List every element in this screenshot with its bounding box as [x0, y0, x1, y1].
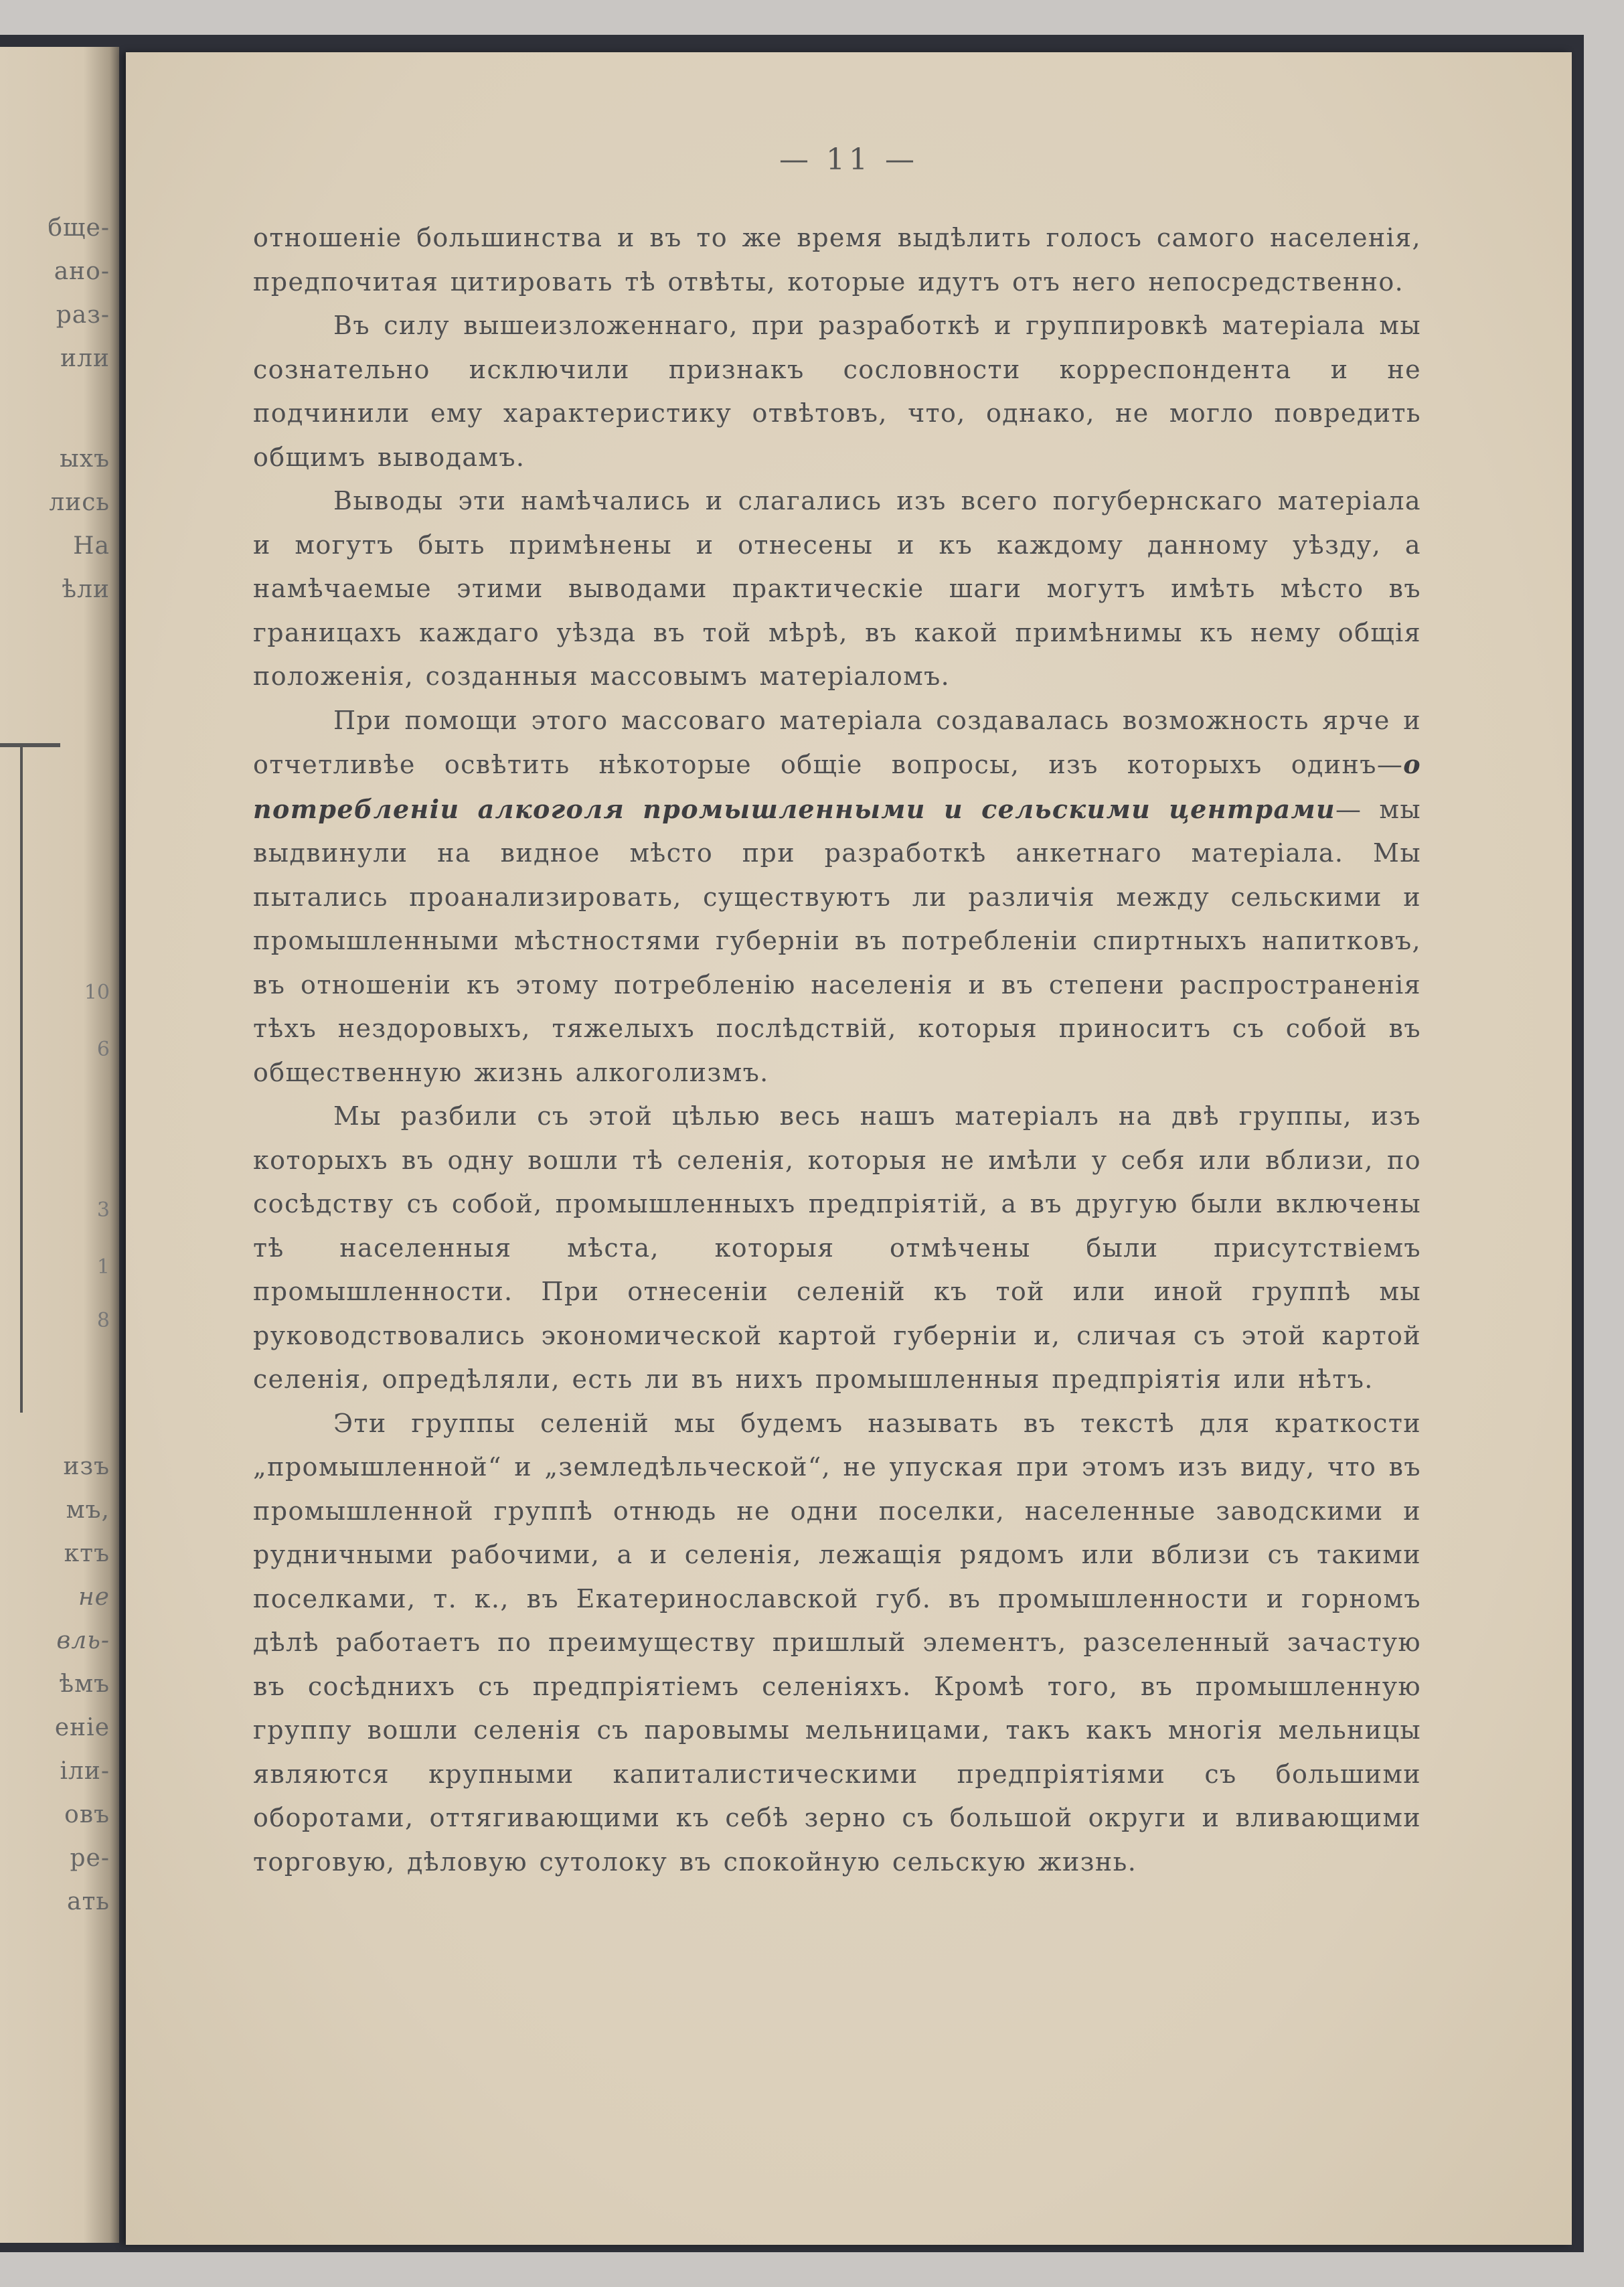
- paragraph-6: Эти группы селеній мы будемъ называть въ текстѣ для краткости „промышленной“ и „земледѣльческой“, не упуская при этомъ изъ виду, что въ промышленной группѣ отнюдь не одни поселки, населенные заводскими и рудничными рабочими, а и селенія, лежащія рядомъ или вблизи съ такими поселками, т. к., въ Екатеринославской губ. въ промышленности и горномъ дѣлѣ работаетъ по преимуществу пришлый элементъ, разселенный зачастую въ сосѣднихъ съ предпріятіемъ селеніяхъ. Кромѣ того, въ промышленную группу вошли селенія съ паровымы мельницами, такъ какъ многія мельницы являются крупными капиталистическими предпріятіями съ большими оборотами, оттягивающими къ себѣ зерно съ большой округи и вливающими торговую, дѣловую сутолоку въ спокойную сельскую жизнь.: [253, 1408, 1421, 1877]
- left-fragment: или: [60, 345, 110, 372]
- left-fragment: мъ,: [66, 1496, 110, 1524]
- left-fragment: раз-: [56, 301, 110, 329]
- left-table-number: 1: [96, 1255, 110, 1279]
- left-fragment: овъ: [64, 1801, 110, 1828]
- left-table-number: 10: [84, 981, 110, 1004]
- left-fragment: ктъ: [64, 1540, 110, 1567]
- page-number: — 11 —: [779, 143, 918, 177]
- paragraph-4-emphasis: о потребленіи алкоголя промышленными и сельскими центрами: [253, 749, 1421, 824]
- left-fragment: ре-: [70, 1844, 110, 1872]
- left-fragment: не: [78, 1583, 110, 1611]
- left-fragment: ѣмъ: [59, 1670, 110, 1698]
- left-fragment: лись: [49, 489, 110, 516]
- paragraph-5: Мы разбили съ этой цѣлью весь нашъ матеріалъ на двѣ группы, изъ которыхъ въ одну вошли тѣ селенія, которыя не имѣли у себя или вблизи, по сосѣдству съ собой, промышленныхъ предпріятій, а въ другую были включены тѣ населенныя мѣста, которыя отмѣчены были присутствіемъ промышленности. При отнесеніи селеній къ той или иной группѣ мы руководствовались экономической картой губерніи и, сличая съ этой картой селенія, опредѣляли, есть ли въ нихъ промышленныя предпріятія или нѣтъ.: [253, 1101, 1421, 1394]
- paragraph-1: отношеніе большинства и въ то же время выдѣлить голосъ самого населенія, предпочитая цитировать тѣ отвѣты, которые идутъ отъ него непосредственно.: [253, 223, 1421, 297]
- left-table-number: 8: [96, 1309, 110, 1332]
- paragraph-4-lead: При помощи этого массоваго матеріала создавалась возможность ярче и отчетливѣе освѣтить нѣкоторые общіе вопросы, изъ которыхъ одинъ—: [253, 705, 1421, 779]
- left-table-border: [20, 743, 23, 1413]
- left-fragment: ано-: [54, 258, 110, 285]
- paragraph-4: [253, 699, 1421, 1095]
- left-page-edge: [0, 47, 119, 2243]
- left-fragment: На: [73, 532, 110, 560]
- left-fragment: ыхъ: [60, 445, 110, 473]
- left-fragment: изъ: [63, 1453, 110, 1480]
- left-table-rule: [0, 743, 60, 747]
- left-table-number: 6: [96, 1038, 110, 1061]
- left-fragment: ать: [67, 1888, 110, 1915]
- left-fragment: вль-: [56, 1627, 110, 1654]
- paragraph-4-tail: — мы выдвинули на видное мѣсто при разработкѣ анкетнаго матеріала. Мы пытались проанализировать, существуютъ ли различія между сельскими и промышленными мѣстностями губерніи въ потребленіи спиртныхъ напитковъ, въ отношеніи къ этому потребленію населенія и въ степени распространенія тѣхъ нездоровыхъ, тяжелыхъ послѣдствій, которыя приноситъ съ собой въ общественную жизнь алкоголизмъ.: [253, 794, 1421, 1087]
- left-fragment: іли-: [60, 1757, 110, 1785]
- paragraph-3: Выводы эти намѣчались и слагались изъ всего погубернскаго матеріала и могутъ быть примѣнены и отнесены и къ каждому данному уѣзду, а намѣчаемые этими выводами практическіе шаги могутъ имѣть мѣсто въ границахъ каждаго уѣзда въ той мѣрѣ, въ какой примѣнимы къ нему общія положенія, созданныя массовымъ матеріаломъ.: [253, 486, 1421, 691]
- left-fragment: ѣли: [62, 576, 110, 603]
- paragraph-2: Въ силу вышеизложеннаго, при разработкѣ и группировкѣ матеріала мы сознательно исключили признакъ сословности корреспондента и не подчинили ему характеристику отвѣтовъ, что, однако, не могло повредить общимъ выводамъ.: [253, 311, 1421, 472]
- right-page: [126, 52, 1572, 2245]
- body-text: [253, 216, 1421, 1884]
- left-fragment: бще-: [48, 214, 110, 242]
- left-fragment: еніе: [54, 1714, 110, 1741]
- left-table-number: 3: [96, 1198, 110, 1222]
